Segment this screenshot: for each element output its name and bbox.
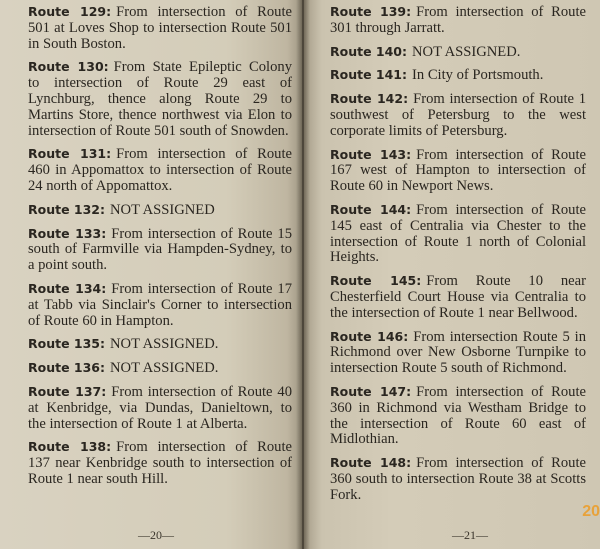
- route-entry-139: Route 139: From intersection of Route 301 through Jarratt.: [330, 4, 586, 36]
- route-entry-130: Route 130: From State Epileptic Colony to intersection of Route 29 east of Lynchburg, thence along Route 29 to Martins Store, thence northwest via Elon to intersection of Route 501 south of Snowden.: [28, 59, 292, 139]
- route-entry-141: Route 141: In City of Portsmouth.: [330, 67, 544, 84]
- photo-date-stamp: 20: [582, 503, 600, 520]
- route-entry-147: Route 147: From intersection of Route 360 in Richmond via Westham Bridge to the intersection of Route 60 east of Midlothian.: [330, 383, 586, 448]
- book-gutter: [296, 0, 310, 549]
- route-entry-140: Route 140: NOT ASSIGNED.: [330, 43, 521, 60]
- route-entry-129: Route 129: From intersection of Route 501 at Loves Shop to intersection Route 501 in South Boston.: [28, 4, 292, 52]
- route-entry-145: Route 145: From Route 10 near Chesterfield Court House via Centralia to the intersection of Route 1 near Bellwood.: [330, 273, 587, 321]
- page-number-right: —21—: [452, 528, 488, 542]
- right-page: [304, 0, 600, 549]
- route-entry-148: Route 148: From intersection of Route 360 south to intersection Route 38 at Scotts Fork.: [330, 455, 586, 503]
- page-number-left: —20—: [138, 528, 174, 542]
- route-entry-138: Route 138: From intersection of Route 137 near Kenbridge south to intersection of Route 1 near south Hill.: [28, 439, 292, 487]
- route-entry-146: Route 146: From intersection Route 5 in Richmond over New Osborne Turnpike to intersection Route 5 south of Richmond.: [330, 328, 586, 377]
- route-entry-143: Route 143: From intersection of Route 167 west of Hampton to intersection of Route 60 in Newport News.: [330, 146, 586, 195]
- route-entry-134: Route 134: From intersection of Route 17 at Tabb via Sinclair's Corner to intersection of Route 60 in Hampton.: [28, 280, 292, 329]
- route-entry-137: Route 137: From intersection of Route 40 at Kenbridge, via Dundas, Danieltown, to the intersection of Route 1 at Alberta.: [28, 383, 292, 432]
- route-entry-131: Route 131: From intersection of Route 460 in Appomattox to intersection of Route 24 north of Appomattox.: [28, 146, 292, 194]
- route-entry-142: Route 142: From intersection of Route 1 southwest of Petersburg to the west corporate limits of Petersburg.: [330, 91, 586, 139]
- route-entry-132: Route 132: NOT ASSIGNED: [28, 201, 215, 218]
- route-entry-136: Route 136: NOT ASSIGNED.: [28, 360, 219, 377]
- route-entry-144: Route 144: From intersection of Route 145 east of Centralia via Chester to the intersection of Route 1 north of Colonial Heights.: [330, 201, 586, 266]
- route-entry-135: Route 135: NOT ASSIGNED.: [28, 336, 219, 353]
- route-entry-133: Route 133: From intersection of Route 15 south of Farmville via Hampden-Sydney, to a point south.: [28, 225, 292, 274]
